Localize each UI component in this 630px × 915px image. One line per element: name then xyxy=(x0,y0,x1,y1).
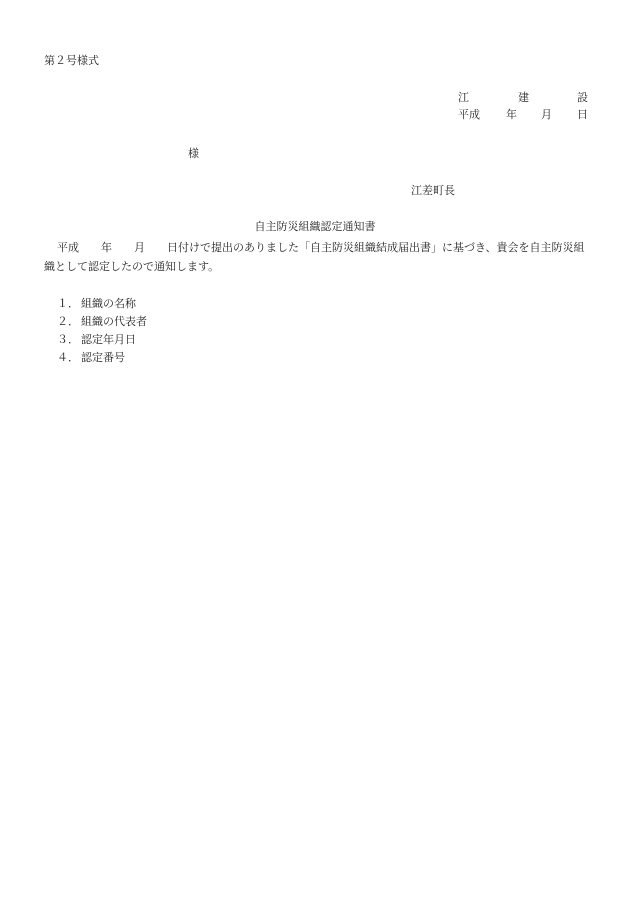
sender: 江差町長 xyxy=(411,184,455,197)
date-day: 日 xyxy=(577,108,588,121)
item-label: 組織の代表者 xyxy=(81,315,147,328)
date-month: 月 xyxy=(541,108,552,121)
list-item xyxy=(57,331,147,349)
addressee: 様 xyxy=(188,147,199,160)
item-number: ２． xyxy=(57,315,79,328)
reference-char: 設 xyxy=(577,91,588,104)
list-item xyxy=(57,349,147,367)
item-list xyxy=(57,295,147,367)
date-era: 平成 xyxy=(458,108,480,121)
document-title: 自主防災組織認定通知書 xyxy=(254,220,376,233)
body-text: 平成 年 月 日付けで提出のありました「自主防災組織結成届出書」に基づき、貴会を自主防災組織として認定したので通知します。 xyxy=(44,241,585,273)
item-label: 組織の名称 xyxy=(81,297,136,310)
item-number: ３． xyxy=(57,333,79,346)
form-number: 第２号様式 xyxy=(44,54,99,67)
item-number: ４． xyxy=(57,351,79,364)
item-label: 認定年月日 xyxy=(81,333,136,346)
reference-char: 建 xyxy=(518,91,529,104)
list-item xyxy=(57,313,147,331)
item-number: １． xyxy=(57,297,79,310)
date-year: 年 xyxy=(506,108,517,121)
item-label: 認定番号 xyxy=(81,351,125,364)
reference-char: 江 xyxy=(458,91,469,104)
list-item xyxy=(57,295,147,313)
